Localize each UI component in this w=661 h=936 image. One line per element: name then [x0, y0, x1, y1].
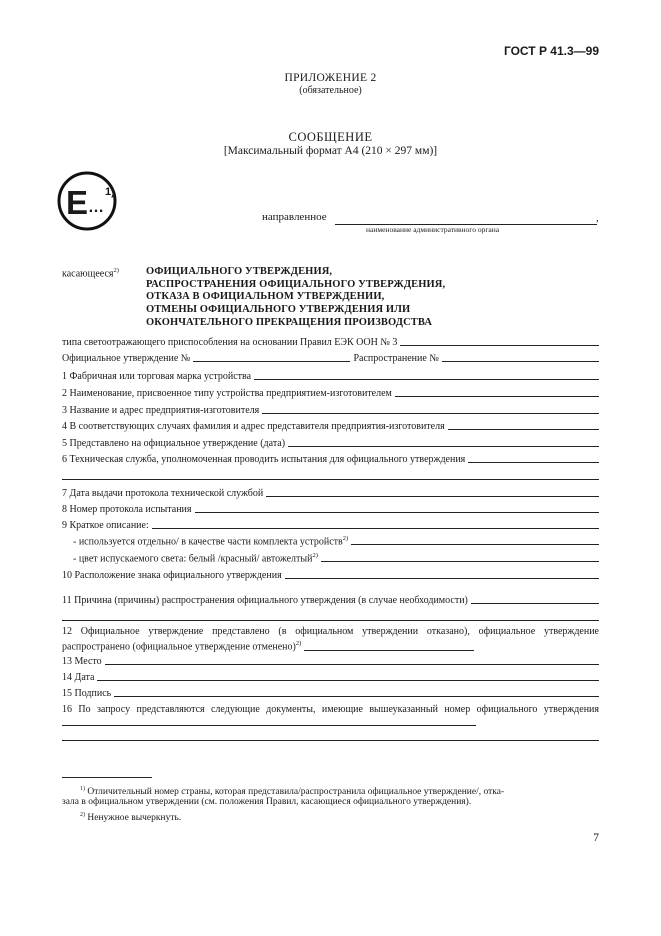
approval-mark-icon — [57, 171, 129, 231]
form-label-1: 1 Фабричная или торговая марка устройства — [62, 371, 252, 382]
form-row-8 — [62, 503, 599, 515]
form-label-13: 13 Место — [62, 656, 102, 667]
footnote-separator — [62, 777, 152, 778]
form-row-4 — [62, 420, 599, 432]
form-row-16 — [62, 704, 599, 728]
form-field-11[interactable] — [471, 603, 599, 604]
form-label-10: 10 Расположение знака официального утверждения — [62, 570, 282, 581]
form-row-14 — [62, 671, 599, 683]
approval-number-label: Официальное утверждение № — [62, 353, 191, 364]
addressee-comma: , — [596, 212, 599, 224]
form-field-5[interactable] — [288, 446, 599, 447]
form-row-10 — [62, 569, 599, 581]
form-field-7[interactable] — [266, 496, 599, 497]
form-row-12: 12 Официальное утверждение представлено (в официальном утверждении отказано), официальное утверждение распространено (официальное утверждение отменено)$^{2)}$ — [62, 626, 599, 653]
form-label-14: 14 Дата — [62, 672, 95, 683]
form-field-6-continuation[interactable] — [62, 479, 599, 480]
form-field-12[interactable] — [304, 650, 474, 651]
concerning-option: РАСПРОСТРАНЕНИЯ ОФИЦИАЛЬНОГО УТВЕРЖДЕНИЯ, — [146, 278, 446, 290]
form-label-9a: - используется отдельно/ в качестве части комплекта устройств$^{2)}$ — [73, 534, 349, 547]
footnote-1: $^{1)}$ Отличительный номер страны, которая представила/распространила официальное утверждение/, отка- — [80, 786, 505, 798]
form-field-9b[interactable] — [321, 561, 599, 562]
footnote-1-continuation: зала в официальном утверждении (см. положения Правил, касающиеся официального утверждения). — [62, 797, 472, 807]
form-row-9 — [62, 519, 599, 531]
approval-number-row — [62, 352, 599, 364]
approval-mark-footnote-ref: 1) — [105, 186, 115, 198]
form-field-11-continuation[interactable] — [62, 620, 599, 621]
concerning-option: ОТКАЗА В ОФИЦИАЛЬНОМ УТВЕРЖДЕНИИ, — [146, 291, 385, 303]
form-row-6 — [62, 453, 599, 465]
appendix-subtitle: (обязательное) — [299, 85, 362, 96]
form-label-4: 4 В соответствующих случаях фамилия и адрес представителя предприятия-изготовителя — [62, 421, 445, 432]
approval-number-field[interactable] — [193, 361, 350, 362]
form-label-11: 11 Причина (причины) распространения официального утверждения (в случае необходимости) — [62, 595, 468, 606]
form-row-7 — [62, 487, 599, 499]
message-title: СООБЩЕНИЕ — [288, 130, 373, 144]
form-row-13 — [62, 655, 599, 667]
form-field-13[interactable] — [105, 664, 599, 665]
form-field-2[interactable] — [395, 396, 599, 397]
appendix-title: ПРИЛОЖЕНИЕ 2 — [284, 72, 377, 84]
approval-mark-dots: … — [88, 199, 104, 216]
extension-number-field[interactable] — [442, 361, 599, 362]
form-label-2: 2 Наименование, присвоенное типу устройства предприятием-изготовителем — [62, 388, 392, 399]
addressee-label: направленное — [262, 211, 327, 223]
form-field-16-continuation[interactable] — [62, 740, 599, 741]
device-type-field[interactable] — [400, 345, 599, 346]
form-row-5 — [62, 437, 599, 449]
concerning-option: ОТМЕНЫ ОФИЦИАЛЬНОГО УТВЕРЖДЕНИЯ ИЛИ — [146, 304, 411, 316]
form-field-6[interactable] — [468, 462, 599, 463]
form-label-16: 16 По запросу представляются следующие документы, имеющие вышеуказанный номер официального утверждения — [62, 704, 599, 715]
extension-number-label: Распространение № — [353, 353, 439, 364]
footnote-2: $^{2)}$ Ненужное вычеркнуть. — [80, 812, 182, 824]
form-row-9b — [73, 552, 599, 564]
form-field-1[interactable] — [254, 379, 599, 380]
concerning-options — [146, 266, 445, 330]
device-type-label: типа светоотражающего приспособления на основании Правил ЕЭК ООН № 3 — [62, 337, 398, 348]
form-field-15[interactable] — [114, 696, 599, 697]
form-row-15 — [62, 687, 599, 699]
form-label-8: 8 Номер протокола испытания — [62, 504, 192, 515]
concerning-label: касающееся$^{2)}$ — [62, 267, 119, 280]
addressee-caption: наименование административного органа — [366, 225, 500, 234]
page-number: 7 — [593, 832, 599, 844]
form-label-3: 3 Название и адрес предприятия-изготовителя — [62, 405, 260, 416]
form-label-6: 6 Техническая служба, уполномоченная проводить испытания для официального утверждения — [62, 454, 466, 465]
standard-number: ГОСТ Р 41.3—99 — [503, 44, 599, 58]
form-field-4[interactable] — [448, 429, 599, 430]
message-format: [Максимальный формат А4 (210 × 297 мм)] — [223, 145, 438, 157]
form-field-14[interactable] — [97, 680, 599, 681]
form-label-15: 15 Подпись — [62, 688, 112, 699]
form-row-1 — [62, 370, 599, 382]
approval-mark-letter: E — [66, 184, 89, 221]
form-row-11 — [62, 594, 599, 606]
form-field-9a[interactable] — [351, 544, 599, 545]
form-field-9[interactable] — [152, 528, 599, 529]
form-field-3[interactable] — [262, 413, 599, 414]
form-field-10[interactable] — [285, 578, 599, 579]
form-row-3 — [62, 404, 599, 416]
form-field-16[interactable] — [62, 725, 476, 726]
form-label-12: 12 Официальное утверждение представлено (в официальном утверждении отказано), официальное утверждение распространено (официальное утверждение отменено) — [62, 626, 599, 653]
form-label-9b: - цвет испускаемого света: белый /красный/ автожелтый$^{2)}$ — [73, 551, 318, 564]
concerning-option: ОКОНЧАТЕЛЬНОГО ПРЕКРАЩЕНИЯ ПРОИЗВОДСТВА — [146, 316, 433, 328]
form-label-5: 5 Представлено на официальное утверждение (дата) — [62, 438, 286, 449]
form-label-9: 9 Краткое описание: — [62, 520, 149, 531]
form-label-7: 7 Дата выдачи протокола технической службой — [62, 488, 264, 499]
form-row-9a — [73, 535, 599, 547]
form-row-2 — [62, 387, 599, 399]
concerning-option: ОФИЦИАЛЬНОГО УТВЕРЖДЕНИЯ, — [146, 266, 333, 277]
device-type-row — [62, 336, 599, 348]
form-field-8[interactable] — [195, 512, 600, 513]
